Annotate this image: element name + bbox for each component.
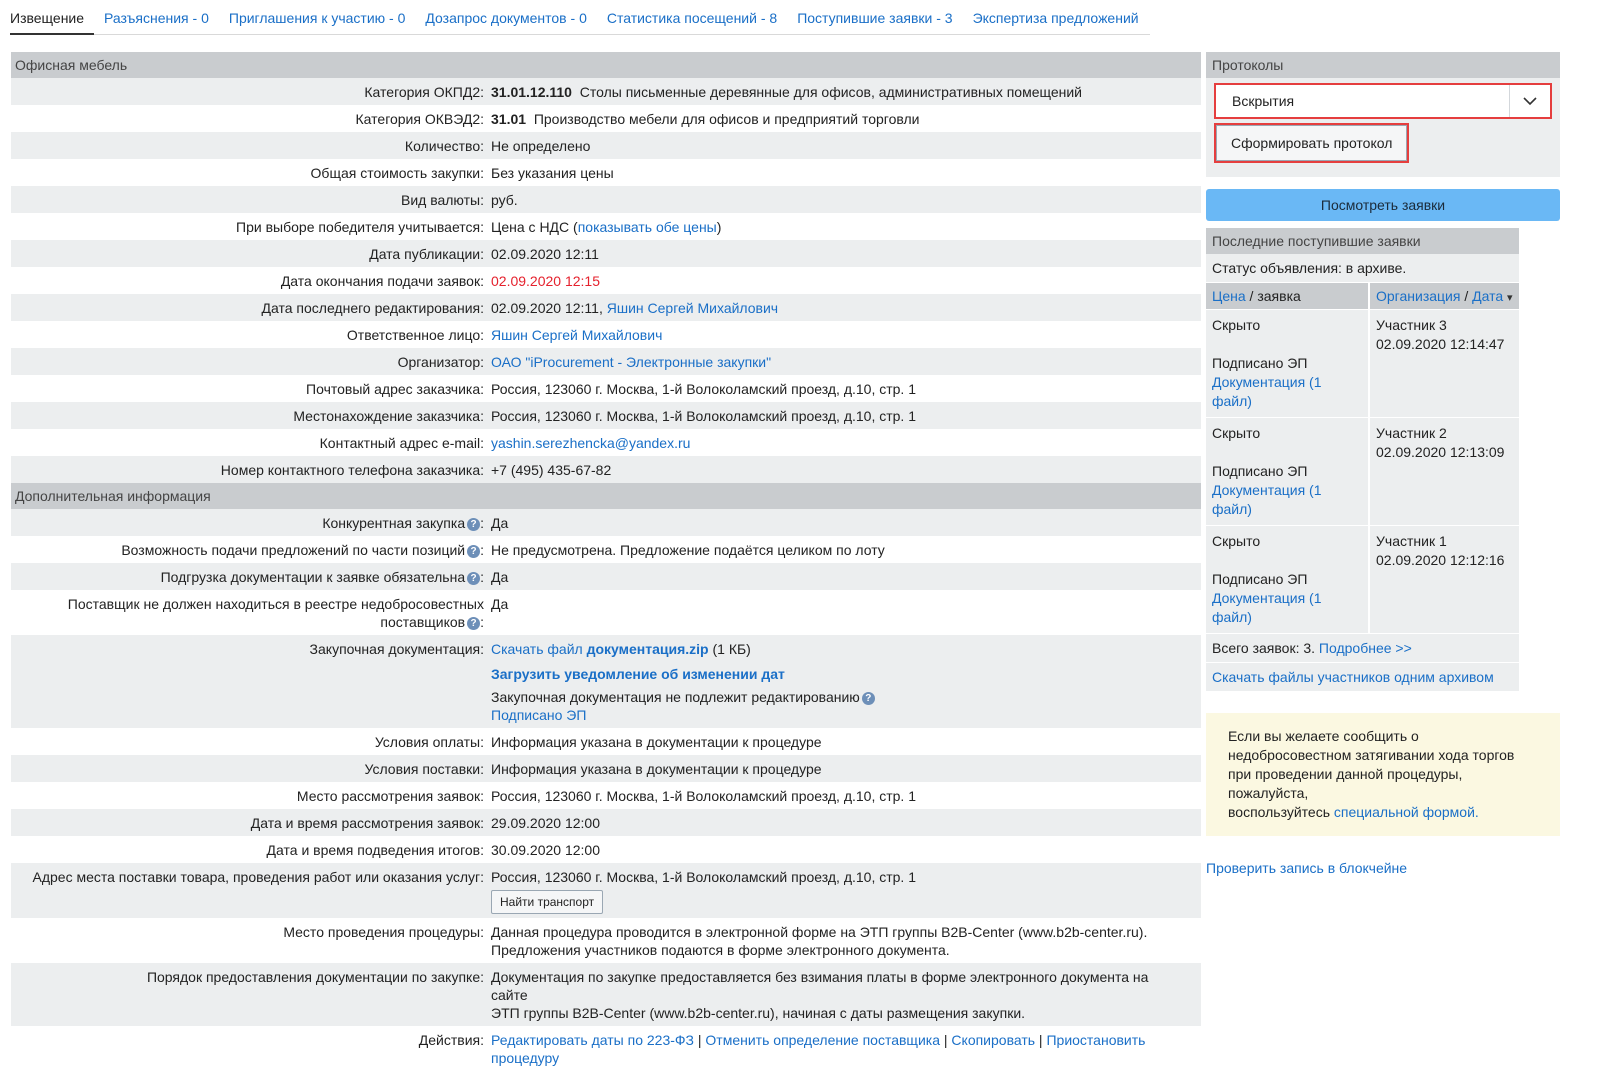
field-label: Место рассмотрения заявок: bbox=[296, 788, 484, 804]
special-form-link[interactable]: специальной формой. bbox=[1333, 804, 1479, 820]
last-apps-title: Последние поступившие заявки bbox=[1206, 228, 1519, 254]
find-transport-button[interactable]: Найти транспорт bbox=[491, 890, 603, 914]
field-value bbox=[491, 321, 1201, 348]
separator: | bbox=[940, 1032, 952, 1048]
file-name: документация.zip bbox=[586, 641, 709, 657]
download-file-link[interactable] bbox=[587, 641, 709, 657]
field-value: руб. bbox=[491, 192, 518, 208]
participant-name: Участник 2 bbox=[1376, 425, 1447, 441]
field-value: 30.09.2020 12:00 bbox=[491, 842, 600, 858]
row-payment bbox=[11, 728, 1201, 755]
field-value: Информация указана в документации к процедуре bbox=[491, 761, 822, 777]
signed-label: Подписано ЭП bbox=[1212, 355, 1308, 371]
label-text: Поставщик не должен находиться в реестре недобросовестных bbox=[67, 596, 484, 612]
sort-desc-icon[interactable]: ▾ bbox=[1507, 292, 1513, 304]
download-archive-link[interactable]: Скачать файлы участников одним архивом bbox=[1212, 669, 1494, 685]
col-sep: / bbox=[1460, 288, 1473, 304]
help-icon[interactable]: ? bbox=[862, 692, 875, 705]
notice-text: Если вы желаете сообщить о недобросовестном затягивании хода торгов при проведении данной процедуры, пожалуйста, bbox=[1228, 728, 1515, 801]
row-location bbox=[11, 402, 1201, 429]
tab-invitations[interactable]: Приглашения к участию - 0 bbox=[228, 10, 406, 26]
field-label: Дата окончания подачи заявок: bbox=[280, 273, 484, 289]
field-label: Поставщик не должен находиться в реестре недобросовестных поставщиков ? : bbox=[67, 596, 484, 630]
row-review-place bbox=[11, 782, 1201, 809]
label-text: Конкурентная закупка bbox=[322, 515, 466, 531]
row-phone bbox=[11, 456, 1201, 483]
row-doc-order bbox=[11, 963, 1201, 1026]
apps-total bbox=[1206, 633, 1519, 662]
field-value bbox=[491, 429, 1201, 456]
venue-line: Предложения участников подаются в форме электронного документа. bbox=[491, 942, 950, 958]
notice-details bbox=[11, 52, 1201, 1071]
field-label: Почтовый адрес заказчика: bbox=[306, 381, 484, 397]
field-value bbox=[491, 78, 1201, 105]
generate-protocol-button[interactable] bbox=[1214, 123, 1409, 163]
email-link[interactable]: yashin.serezhencka@yandex.ru bbox=[491, 435, 691, 451]
row-partial bbox=[11, 536, 1201, 563]
apps-archive bbox=[1206, 662, 1519, 691]
not-editable-note: Закупочная документация не подлежит редактированию bbox=[491, 689, 860, 705]
price-cell bbox=[1206, 310, 1370, 417]
blockchain-check bbox=[1206, 860, 1560, 876]
field-value bbox=[491, 1026, 1201, 1071]
signed-label: Подписано ЭП bbox=[1212, 463, 1308, 479]
participant-name: Участник 3 bbox=[1376, 317, 1447, 333]
row-winner-criteria bbox=[11, 213, 1201, 240]
okpd-code: 31.01.12.110 bbox=[491, 84, 572, 100]
responsible-link[interactable]: Яшин Сергей Михайлович bbox=[491, 327, 663, 343]
field-value: Не предусмотрена. Предложение подаётся целиком по лоту bbox=[491, 542, 885, 558]
field-value: Россия, 123060 г. Москва, 1-й Волоколамский проезд, д.10, стр. 1 bbox=[491, 408, 916, 424]
side-panel bbox=[1206, 52, 1560, 876]
winner-value: Цена с НДС ( bbox=[491, 219, 578, 235]
editor-link[interactable]: Яшин Сергей Михайлович bbox=[606, 300, 779, 316]
row-organizer bbox=[11, 348, 1201, 375]
field-label: Место проведения процедуры: bbox=[283, 924, 484, 940]
row-registry bbox=[11, 590, 1201, 635]
label-text: Возможность подачи предложений по части позиций bbox=[121, 542, 466, 558]
app-date: 02.09.2020 12:14:47 bbox=[1376, 336, 1505, 352]
field-label: Контактный адрес e-mail: bbox=[319, 435, 484, 451]
row-publication-date bbox=[11, 240, 1201, 267]
field-label: Дата публикации: bbox=[369, 246, 484, 262]
row-okved bbox=[11, 105, 1201, 132]
upload-date-change-link[interactable] bbox=[491, 666, 785, 682]
field-value bbox=[491, 213, 1201, 240]
field-label: Общая стоимость закупки: bbox=[310, 165, 484, 181]
field-label: Категория ОКПД2: bbox=[364, 84, 484, 100]
app-doc-link[interactable]: Документация (1 файл) bbox=[1212, 590, 1322, 625]
field-value: Да bbox=[491, 596, 509, 612]
field-value: Да bbox=[491, 515, 509, 531]
row-last-edit bbox=[11, 294, 1201, 321]
field-label: Конкурентная закупка ? : bbox=[322, 515, 484, 531]
org-cell bbox=[1370, 418, 1519, 525]
field-value bbox=[491, 294, 1201, 321]
suspend-link[interactable]: Приостановить bbox=[1046, 1032, 1146, 1048]
field-label: Возможность подачи предложений по части позиций ? : bbox=[121, 542, 484, 558]
sort-org-link[interactable]: Организация bbox=[1376, 288, 1461, 304]
separator: | bbox=[694, 1032, 706, 1048]
protocol-select-value: Вскрытия bbox=[1232, 93, 1295, 109]
row-docs-required bbox=[11, 563, 1201, 590]
row-total-cost bbox=[11, 159, 1201, 186]
field-label: Дата последнего редактирования: bbox=[261, 300, 484, 316]
row-result-date bbox=[11, 836, 1201, 863]
signed-link[interactable]: Подписано ЭП bbox=[491, 707, 587, 723]
row-okpd bbox=[11, 78, 1201, 105]
col-sep: / заявка bbox=[1245, 288, 1301, 304]
row-delivery bbox=[11, 755, 1201, 782]
field-value bbox=[491, 635, 1201, 728]
app-doc-link[interactable]: Документация (1 файл) bbox=[1212, 374, 1322, 409]
row-email bbox=[11, 429, 1201, 456]
organizer-link[interactable]: ОАО "iProcurement - Электронные закупки" bbox=[491, 354, 772, 370]
help-icon[interactable]: ? bbox=[467, 572, 480, 585]
show-both-prices-link[interactable]: показывать обе цены bbox=[577, 219, 717, 235]
cancel-supplier-link[interactable]: Отменить определение поставщика bbox=[705, 1032, 940, 1048]
row-review-date bbox=[11, 809, 1201, 836]
field-label: Дата и время рассмотрения заявок: bbox=[250, 815, 484, 831]
field-label: Количество: bbox=[404, 138, 484, 154]
field-value: Россия, 123060 г. Москва, 1-й Волоколамский проезд, д.10, стр. 1 bbox=[491, 381, 916, 397]
label-text: поставщиков bbox=[380, 614, 466, 630]
field-value bbox=[491, 348, 1201, 375]
winner-close: ) bbox=[716, 219, 722, 235]
participant-name: Участник 1 bbox=[1376, 533, 1447, 549]
generate-protocol-label: Сформировать протокол bbox=[1216, 125, 1407, 161]
help-icon[interactable]: ? bbox=[467, 518, 480, 531]
address-value: Россия, 123060 г. Москва, 1-й Волоколамский проезд, д.10, стр. 1 bbox=[491, 869, 916, 885]
row-actions bbox=[11, 1026, 1201, 1071]
tab-bar bbox=[10, 0, 1150, 35]
field-value bbox=[491, 105, 1201, 132]
row-delivery-address bbox=[11, 863, 1201, 918]
view-applications-button[interactable]: Посмотреть заявки bbox=[1206, 189, 1560, 221]
field-label: Вид валюты: bbox=[400, 192, 484, 208]
row-responsible bbox=[11, 321, 1201, 348]
app-date: 02.09.2020 12:13:09 bbox=[1376, 444, 1505, 460]
file-size: (1 КБ) bbox=[708, 641, 751, 657]
field-label: Действия: bbox=[418, 1032, 484, 1048]
org-cell bbox=[1370, 526, 1519, 633]
row-venue bbox=[11, 918, 1201, 963]
tab-received-apps[interactable]: Поступившие заявки - 3 bbox=[797, 10, 953, 26]
okpd-text: Столы письменные деревянные для офисов, административных помещений bbox=[579, 84, 1083, 100]
chevron-down-icon[interactable] bbox=[1509, 85, 1550, 117]
price-value: Скрыто bbox=[1212, 317, 1261, 333]
field-label: Подгрузка документации к заявке обязательна ? : bbox=[160, 569, 484, 585]
field-value bbox=[491, 918, 1201, 963]
help-icon[interactable]: ? bbox=[467, 617, 480, 630]
price-cell bbox=[1206, 526, 1370, 633]
last-applications-panel bbox=[1206, 228, 1519, 691]
field-label: Категория ОКВЭД2: bbox=[355, 111, 484, 127]
app-doc-link[interactable]: Документация (1 файл) bbox=[1212, 482, 1322, 517]
field-value: Не определено bbox=[491, 138, 591, 154]
section-header-lot: Офисная мебель bbox=[11, 52, 1201, 78]
price-cell bbox=[1206, 418, 1370, 525]
field-label: Адрес места поставки товара, проведения работ или оказания услуг: bbox=[32, 869, 484, 885]
sort-price-link[interactable]: Цена bbox=[1212, 288, 1246, 304]
apps-table-header bbox=[1206, 282, 1519, 309]
label-text: Подгрузка документации к заявке обязательна bbox=[160, 569, 466, 585]
deadline-value: 02.09.2020 12:15 bbox=[491, 273, 600, 289]
field-label: Дата и время подведения итогов: bbox=[266, 842, 484, 858]
field-label: Ответственное лицо: bbox=[346, 327, 484, 343]
complaint-notice bbox=[1206, 713, 1560, 836]
field-value: Да bbox=[491, 569, 509, 585]
price-value: Скрыто bbox=[1212, 533, 1261, 549]
row-currency bbox=[11, 186, 1201, 213]
field-value: 02.09.2020 12:11 bbox=[491, 246, 599, 262]
field-value: Информация указана в документации к процедуре bbox=[491, 734, 822, 750]
total-text: Всего заявок: 3. bbox=[1212, 640, 1319, 656]
field-label: Закупочная документация: bbox=[309, 641, 484, 657]
signed-label: Подписано ЭП bbox=[1212, 571, 1308, 587]
field-value: 29.09.2020 12:00 bbox=[491, 815, 600, 831]
org-cell bbox=[1370, 310, 1519, 417]
field-label: Порядок предоставления документации по закупке: bbox=[146, 969, 484, 985]
suspend-link-cont[interactable]: процедуру bbox=[491, 1050, 560, 1066]
field-value: +7 (495) 435-67-82 bbox=[491, 462, 612, 478]
field-label: Местонахождение заказчика: bbox=[293, 408, 484, 424]
field-value: Без указания цены bbox=[491, 165, 614, 181]
row-proc-docs bbox=[11, 635, 1201, 728]
row-quantity bbox=[11, 132, 1201, 159]
tab-clarifications[interactable]: Разъяснения - 0 bbox=[104, 10, 209, 26]
blockchain-check-link[interactable]: Проверить запись в блокчейне bbox=[1206, 860, 1408, 876]
protocols-panel bbox=[1206, 52, 1560, 177]
okved-text: Производство мебели для офисов и предприятий торговли bbox=[533, 111, 920, 127]
edit-date: 02.09.2020 12:11, bbox=[491, 300, 607, 316]
tab-doc-requests[interactable]: Дозапрос документов - 0 bbox=[425, 10, 587, 26]
col-org-header bbox=[1370, 283, 1519, 309]
col-price-header bbox=[1206, 283, 1370, 309]
tab-visit-stats[interactable]: Статистика посещений - 8 bbox=[606, 10, 778, 26]
okved-code: 31.01 bbox=[491, 111, 527, 127]
table-row bbox=[1206, 417, 1519, 525]
row-postal-address bbox=[11, 375, 1201, 402]
order-line: ЭТП группы B2B-Center (www.b2b-center.ru), начиная с даты размещения закупки. bbox=[491, 1005, 1026, 1021]
field-value bbox=[491, 863, 1201, 918]
table-row bbox=[1206, 309, 1519, 417]
upload-label: Загрузить уведомление об изменении дат bbox=[491, 666, 785, 682]
separator: | bbox=[1035, 1032, 1047, 1048]
field-label: Организатор: bbox=[397, 354, 484, 370]
row-competitive bbox=[11, 509, 1201, 536]
row-deadline bbox=[11, 267, 1201, 294]
help-icon[interactable]: ? bbox=[467, 545, 480, 558]
table-row bbox=[1206, 525, 1519, 633]
sort-date-link[interactable]: Дата bbox=[1472, 288, 1504, 304]
protocol-select[interactable] bbox=[1214, 83, 1552, 119]
order-line: Документация по закупке предоставляется без взимания платы в форме электронного документа на сайте bbox=[491, 969, 1149, 1003]
protocols-title: Протоколы bbox=[1206, 52, 1560, 78]
copy-link[interactable]: Скопировать bbox=[951, 1032, 1036, 1048]
app-date: 02.09.2020 12:12:16 bbox=[1376, 552, 1505, 568]
download-link[interactable]: Скачать файл bbox=[491, 641, 587, 657]
edit-dates-link[interactable]: Редактировать даты по 223-ФЗ bbox=[491, 1032, 694, 1048]
field-label: Номер контактного телефона заказчика: bbox=[220, 462, 484, 478]
more-link[interactable]: Подробнее >> bbox=[1318, 640, 1412, 656]
notice-text: воспользуйтесь bbox=[1228, 804, 1334, 820]
tab-notice[interactable]: Извещение bbox=[10, 0, 94, 35]
field-value bbox=[491, 963, 1201, 1026]
price-value: Скрыто bbox=[1212, 425, 1261, 441]
field-label: Условия оплаты: bbox=[374, 734, 484, 750]
tab-expertise[interactable]: Экспертиза предложений bbox=[972, 10, 1139, 26]
status-text: Статус объявления: в архиве. bbox=[1212, 260, 1407, 276]
field-label: При выборе победителя учитывается: bbox=[236, 219, 484, 235]
venue-line: Данная процедура проводится в электронной форме на ЭТП группы B2B-Center (www.b2b-center.ru). bbox=[491, 924, 1148, 940]
field-label: Условия поставки: bbox=[364, 761, 484, 777]
section-header-additional: Дополнительная информация bbox=[11, 483, 1201, 509]
field-value: Россия, 123060 г. Москва, 1-й Волоколамский проезд, д.10, стр. 1 bbox=[491, 788, 916, 804]
